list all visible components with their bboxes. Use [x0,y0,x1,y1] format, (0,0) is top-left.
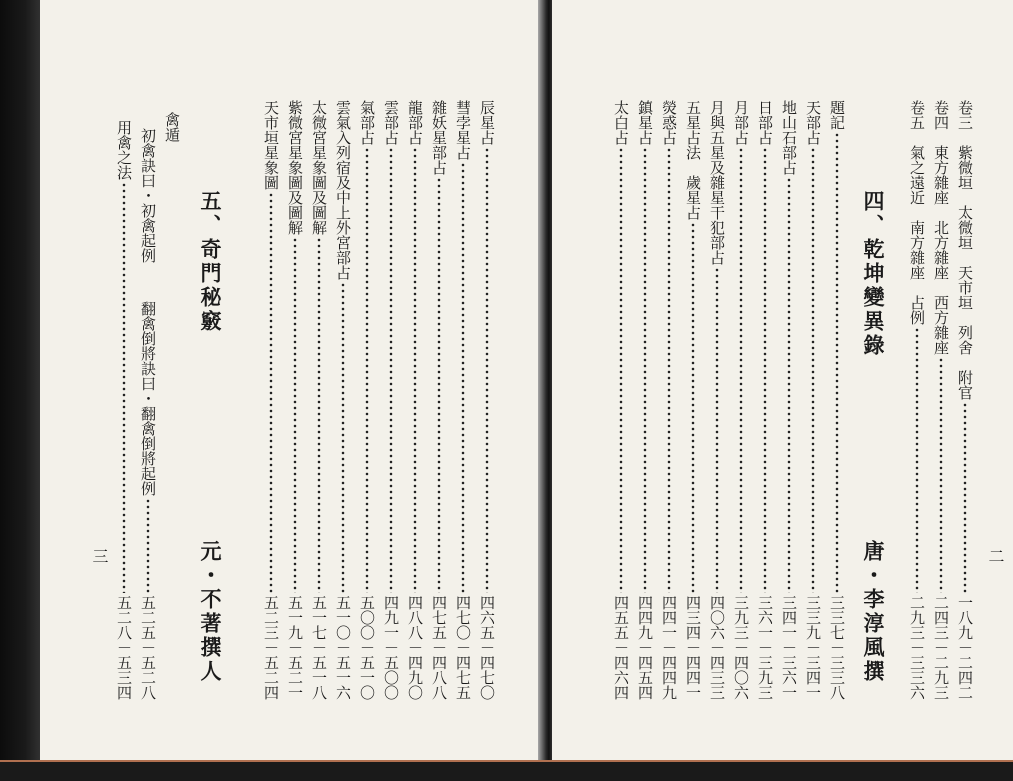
toc-entry [260,100,282,700]
toc-entry [778,100,800,700]
dot-leader [690,222,696,593]
toc-entry [730,100,752,700]
entry-pages: 四〇六－四三三 [708,595,726,700]
entry-title: 鎮星占 [636,100,654,145]
entry-pages: 四七〇－四七五 [454,595,472,700]
dot-leader [810,147,816,593]
toc-entry [802,100,824,700]
toc-entry [634,100,656,700]
dot-leader [666,147,672,593]
toc-entry [826,100,848,700]
entry-title: 雲部占 [382,100,400,145]
dot-leader [412,147,418,593]
dot-leader [292,237,298,593]
toc-entry [137,128,159,700]
entry-title: 題記 [828,100,846,130]
entry-pages: 五〇〇－五一〇 [358,595,376,700]
entry-title: 月與五星及雜星干犯部占 [708,100,726,265]
entry-title: 卷三 紫微垣 太微垣 天市垣 列舍 附官 [956,100,974,400]
entry-title: 紫微宮星象圖及圖解 [286,100,304,235]
subsection-heading: 禽遁 [163,112,181,142]
section-title: 五、奇門秘竅 [198,190,223,334]
entry-title: 初禽訣曰・初禽起例 [139,128,157,263]
entry-pages: 四五五－四六四 [612,595,630,700]
dot-leader [340,282,346,593]
toc-entry [404,100,426,700]
entry-title: 太白占 [612,100,630,145]
dot-leader [364,147,370,593]
dot-leader [738,147,744,593]
entry-pages: 一八九－二四二 [956,595,974,700]
entry-pages: 四六五－四七〇 [478,595,496,700]
entry-pages: 五二八－五三四 [115,595,133,700]
dot-leader [121,182,127,593]
dot-leader [938,357,944,593]
entry-title: 天市垣星象圖 [262,100,280,190]
page-number: 二 [986,548,1005,564]
toc-entry [284,100,306,700]
page-bottom-edge [0,760,1013,781]
dot-leader [714,267,720,593]
dot-leader [460,162,466,593]
dot-leader [642,147,648,593]
dot-leader [388,147,394,593]
entry-title: 雜妖星部占 [430,100,448,175]
entry-pages: 三六一－三九三 [756,595,774,700]
toc-entry [610,100,632,700]
toc-entry [332,100,354,700]
entry-title: 用禽之法 [115,120,133,180]
entry-title: 太微宮星象圖及圖解 [310,100,328,235]
dot-leader [145,498,151,593]
entry-pages: 五二五－五二八 [139,595,157,700]
dot-leader [316,237,322,593]
dot-leader [436,177,442,593]
entry-title: 月部占 [732,100,750,145]
toc-entry [954,100,976,700]
toc-entry [356,100,378,700]
entry-pages: 五二三－五二四 [262,595,280,700]
toc-entry [452,100,474,700]
entry-pages: 二四三－二九三 [932,595,950,700]
page-number: 三 [90,548,109,564]
dot-leader [268,192,274,593]
entry-pages: 五一〇－五一六 [334,595,352,700]
entry-pages: 二九三－三三六 [908,595,926,700]
entry-title: 熒惑占 [660,100,678,145]
entry-title: 日部占 [756,100,774,145]
toc-entry [754,100,776,700]
entry-pages: 五一九－五二一 [286,595,304,700]
entry-pages: 三四一－三六一 [780,595,798,700]
entry-title: 雲氣入列宿及中上外宮部占 [334,100,352,280]
entry-pages: 三九三－四〇六 [732,595,750,700]
entry-pages: 四七五－四八八 [430,595,448,700]
entry-title: 卷五 氣之遠近 南方雜座 占例 [908,100,926,325]
toc-entry [658,100,680,700]
left-page [40,0,548,760]
entry-pages: 四四九－四五四 [636,595,654,700]
entry-pages: 五一七－五一八 [310,595,328,700]
entry-title: 五星占法 歲星占 [684,100,702,220]
entry-title: 龍部占 [406,100,424,145]
section-author: 元・不著撰人 [198,540,223,684]
dot-leader [618,147,624,593]
entry-pages: 四三四－四四一 [684,595,702,700]
toc-entry [308,100,330,700]
toc-entry [682,100,704,700]
entry-pages: 三三七－三三八 [828,595,846,700]
dot-leader [834,132,840,593]
section-author: 唐・李淳風撰 [861,540,886,684]
toc-entry [380,100,402,700]
entry-title: 辰星占 [478,100,496,145]
entry-title: 地山石部占 [780,100,798,175]
toc-entry [706,100,728,700]
entry-pages: 四九一－五〇〇 [382,595,400,700]
toc-entry [930,100,952,700]
entry-pages: 三三九－三四一 [804,595,822,700]
dot-leader [962,402,968,593]
entry-pages: 四八八－四九〇 [406,595,424,700]
dot-leader [484,147,490,593]
dot-leader [786,177,792,593]
entry-title: 卷四 東方雜座 北方雜座 西方雜座 [932,100,950,355]
entry-title: 彗孛星占 [454,100,472,160]
right-page [552,0,1013,760]
toc-entry [476,100,498,700]
entry-title: 天部占 [804,100,822,145]
entry-title: 氣部占 [358,100,376,145]
dot-leader [914,327,920,593]
entry-title: 翻禽倒將訣曰・翻禽倒將起例 [139,301,157,496]
toc-entry [428,100,450,700]
entry-pages: 四四一－四四九 [660,595,678,700]
section-title: 四、乾坤變異錄 [861,190,886,358]
toc-entry [113,120,135,700]
dot-leader [762,147,768,593]
toc-entry [906,100,928,700]
